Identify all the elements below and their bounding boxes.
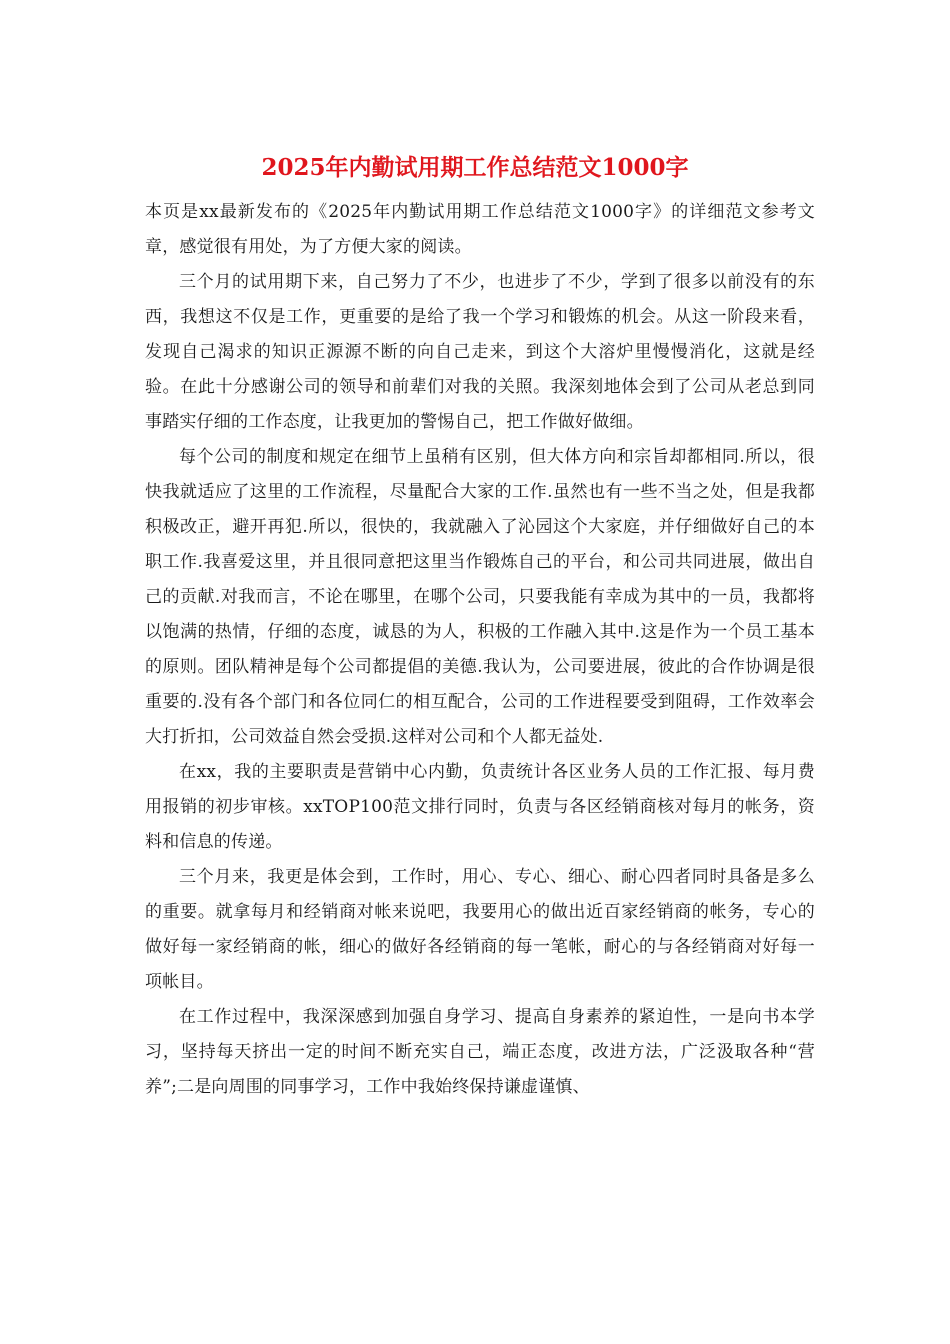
paragraph-3: 在xx，我的主要职责是营销中心内勤，负责统计各区业务人员的工作汇报、每月费用报销的初步审核。xxTOP100范文排行同时，负责与各区经销商核对每月的帐务，资料和信息的传递。 (145, 762, 815, 852)
paragraph-2: 每个公司的制度和规定在细节上虽稍有区别，但大体方向和宗旨却都相同.所以，很快我就适应了这里的工作流程，尽量配合大家的工作.虽然也有一些不当之处，但是我都积极改正，避开再犯.所以，很快的，我就融入了沁园这个大家庭，并仔细做好自己的本职工作.我喜爱这里，并且很同意把这里当作锻炼自己的平台，和公司共同进展，做出自己的贡献.对我而言，不论在哪里，在哪个公司，只要我能有幸成为其中的一员，我都将以饱满的热情，仔细的态度，诚恳的为人，积极的工作融入其中.这是作为一个员工基本的原则。团队精神是每个公司都提倡的美德.我认为，公司要进展，彼此的合作协调是很重要的.没有各个部门和各位同仁的相互配合，公司的工作进程要受到阻碍，工作效率会大打折扣，公司效益自然会受损.这样对公司和个人都无益处. (145, 447, 815, 747)
paragraph-5: 在工作过程中，我深深感到加强自身学习、提高自身素养的紧迫性，一是向书本学习，坚持每天挤出一定的时间不断充实自己，端正态度，改进方法，广泛汲取各种“营养”;二是向周围的同事学习，工作中我始终保持谦虚谨慎、 (145, 1007, 815, 1097)
paragraph-4: 三个月来，我更是体会到，工作时，用心、专心、细心、耐心四者同时具备是多么的重要。就拿每月和经销商对帐来说吧，我要用心的做出近百家经销商的帐务，专心的做好每一家经销商的帐，细心的做好各经销商的每一笔帐，耐心的与各经销商对好每一项帐目。 (145, 867, 815, 992)
paragraph-intro: 本页是xx最新发布的《2025年内勤试用期工作总结范文1000字》的详细范文参考文章，感觉很有用处，为了方便大家的阅读。 (145, 202, 815, 257)
paragraph-1: 三个月的试用期下来，自己努力了不少，也进步了不少，学到了很多以前没有的东西，我想这不仅是工作，更重要的是给了我一个学习和锻炼的机会。从这一阶段来看，发现自己渴求的知识正源源不断的向自己走来，到这个大溶炉里慢慢消化，这就是经验。在此十分感谢公司的领导和前辈们对我的关照。我深刻地体会到了公司从老总到同事踏实仔细的工作态度，让我更加的警惕自己，把工作做好做细。 (145, 272, 815, 432)
document-title: 2025年内勤试用期工作总结范文1000字 (261, 154, 689, 181)
document-body (145, 195, 815, 1105)
